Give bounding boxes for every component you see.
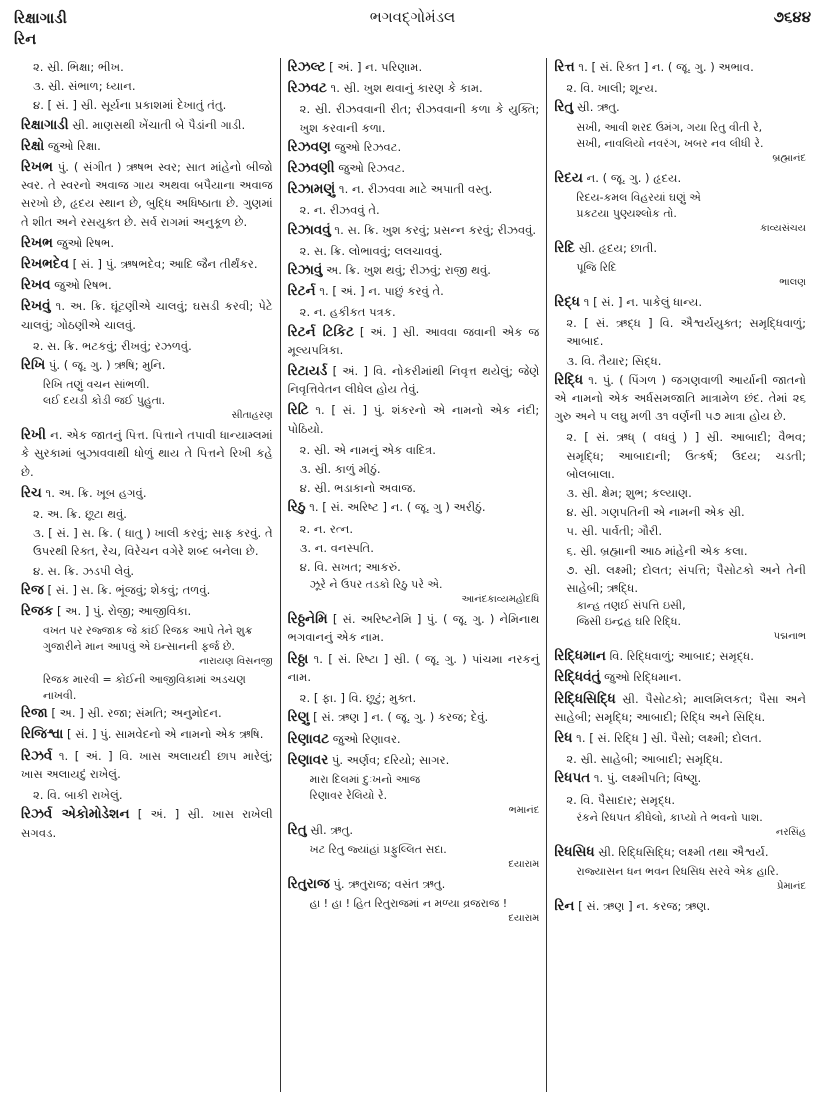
definition: જુઓ રિક્ષા. xyxy=(47,138,101,153)
quotation-line: રિણાવર રેલિયો રે. xyxy=(309,788,388,802)
headword: રિદ્ધિવંતું xyxy=(554,669,601,686)
dictionary-entry xyxy=(288,282,540,300)
headword: રિઝવટ xyxy=(287,80,327,97)
dictionary-entry xyxy=(288,261,540,279)
headword: રિખવું xyxy=(21,298,51,315)
dictionary-entry xyxy=(554,668,806,686)
sense-definition: ૩. સ્રી. સંભાળ; ધ્યાન. xyxy=(33,79,136,94)
sense-definition: ૩. ન. વનસ્પતિ. xyxy=(299,540,374,555)
definition: [ અં. ] ન. પરિણામ. xyxy=(329,60,423,74)
definition: પું. ( સંગીત ) ઋષભ સ્વર; સાત માંહેનો બીજો સ્વર. તે સ્વરનો અવાજ ગાય અથવા બપૈયાના અવાજ સરખો છે, હૃદય સ્થાન છે, બુદ્ધિ અધિષ્ઠાતા છે. ગુણમાં તે શીત અને રસયુક્ત છે. સર્વ રાગમાં અનુકૂળ છે. xyxy=(21,160,273,229)
headword: રિધ xyxy=(554,730,573,747)
headword: રિદ્ધિમાન xyxy=(554,648,606,665)
dictionary-entry xyxy=(288,180,540,198)
sense-definition: ૬. સ્રી. બ્રહ્માની આઠ માંહેની એક કલા. xyxy=(566,543,748,558)
headword: રિજ xyxy=(21,581,44,598)
quotation-line: કાન્હ તણઈ સંપત્તિ ઇસી, xyxy=(576,599,686,613)
last-guide-word: રિન xyxy=(14,30,37,48)
column-2 xyxy=(280,58,547,1092)
headword: રિટિ xyxy=(287,402,309,419)
sense-definition: ૩. સ્રી. ક્ષેમ; શુભ; કલ્યાણ. xyxy=(566,486,692,501)
headword: રિતુ xyxy=(287,821,307,838)
definition: [ સં. ] પું. ઋષભદેવ; આદિ જૈન તીર્થંકર. xyxy=(72,257,258,272)
quotation-source: દયારામ xyxy=(508,913,540,925)
definition: [ અં. ] સ્રી. ખાસ રાખેલી સગવડ. xyxy=(21,807,273,840)
dictionary-entry xyxy=(288,650,540,686)
sense-definition: ૨. ન. રત્ન. xyxy=(299,521,354,536)
dictionary-entry xyxy=(21,234,273,252)
dictionary-entry xyxy=(21,297,273,333)
headword: રિદ્ધિ xyxy=(554,371,584,388)
definition: ૧. અ. ક્રિ. ખૂબ હગવું. xyxy=(45,485,147,500)
sense-definition: ૩. [ સં. ] સ. ક્રિ. ( ધાતુ ) ખાલી કરવું; સાફ કરવું. તે ઉપરથી રિક્ત, રેચ, વિરેચન વગેરે શબ્દ બનેલા છે. xyxy=(33,526,273,559)
definition: પું. ( જૂ. ગુ. ) ઋષિ; મુનિ. xyxy=(48,358,166,373)
column-1 xyxy=(14,58,280,1092)
quotation-line: રિજક મારવી = કોઈની આજીવિકામાં અડચણ નાખવી. xyxy=(43,673,246,703)
quotation-source: દયારામ xyxy=(508,859,540,871)
definition: ૧. [ સં. રિદ્ધિ ] સ્રી. પૈસો; લક્ષ્મી; દોલત. xyxy=(576,731,762,746)
headword: રિત્ત xyxy=(554,59,575,75)
definition: ન. એક જાતનું પિત્ત. પિત્તાને તપાવી ધાન્યામ્લમાં કે સુરકામાં બુઝાવવાથી ધોળું થાય તે પિત્તને રિખી કહે છે. xyxy=(21,428,273,479)
quotation-source: પ્રેમાનંદ xyxy=(776,881,807,893)
sense-definition: ૨. અ. ક્રિ. છૂટા થવું. xyxy=(33,507,127,522)
sense-definition: ૩. વિ. તૈયાર; સિદ્ધ. xyxy=(566,353,662,368)
sense-definition: ૪. સ્રી. ગણપતિની એ નામની એક સ્રી. xyxy=(566,505,745,520)
headword: રિચ xyxy=(21,484,42,501)
definition: [ સં. ] પું. સામવેદનો એ નામનો એક ઋષિ. xyxy=(67,727,264,742)
headword: રિઝામણું xyxy=(287,181,336,198)
quotation-line: રાજ્યાસન ધન ભવન રિધસિધ સરવે એક હારિ. xyxy=(576,865,779,879)
definition: જુઓ રિષભ. xyxy=(54,278,112,293)
headword: રિખી xyxy=(21,427,46,444)
quotation-line: વખત પર રજ્જાક જે કાંઈ રિજક આપે તેને શુક્ર ગુજારીને માન આપવું એ ઇન્સાનની ફર્જ છે. xyxy=(43,624,253,654)
headword: રિખભદેવ xyxy=(21,256,69,273)
sense-definition: ૨. સ્રી. રીઝવવાની રીત; રીઝવવાની કળા કે યુક્તિ; ખુશ કરવાની કળા. xyxy=(299,102,540,135)
quotation-line: મારા દિલમાં દુઃખનો આજ xyxy=(309,772,421,786)
dictionary-entry xyxy=(21,137,273,155)
definition: ૧ [ સં. ] ન. પાકેલું ધાન્ય. xyxy=(583,295,703,310)
definition: પું. અર્ણવ; દરિયો; સાગર. xyxy=(331,752,450,767)
dictionary-entry xyxy=(288,875,540,893)
definition: ૧. [ સં. રિષ્ટા ] સ્રી. ( જૂ. ગુ. ) પાંચમા નરકનું નામ. xyxy=(287,651,540,684)
definition: જુઓ રિઝવટ. xyxy=(338,161,406,176)
dictionary-entry xyxy=(21,725,273,743)
definition: સ્રી. રિદ્ધિસિદ્ધિ; લક્ષ્મી તથા ઐશ્વર્ય. xyxy=(598,844,769,859)
dictionary-entry xyxy=(288,79,540,97)
dictionary-entry xyxy=(288,498,540,516)
dictionary-entry xyxy=(554,729,806,747)
quotation-line: સખી, નાવલિયો નવરંગ, ખબર નવ લીધી રે. xyxy=(576,136,764,150)
sense-definition: ૫. સ્રી. પાર્વતી; ગૌરી. xyxy=(566,524,663,539)
column-3 xyxy=(546,58,813,1092)
dictionary-entry xyxy=(21,484,273,502)
definition: ૧. [ સં. રિક્ત ] ન. ( જૂ. ગુ. ) અભાવ. xyxy=(578,60,754,74)
dictionary-entry xyxy=(288,221,540,239)
sense-definition: ૨. વિ. પૈસાદાર; સમૃદ્ધ. xyxy=(566,792,676,807)
dictionary-entry xyxy=(554,371,806,426)
first-guide-word: રિક્ષાગાડી xyxy=(14,9,67,27)
page-header xyxy=(14,8,811,56)
headword: રિણાવટ xyxy=(287,730,330,747)
dictionary-entry xyxy=(554,647,806,665)
dictionary-entry xyxy=(554,169,806,187)
headword: રિખવ xyxy=(21,277,51,294)
quotation-line: ખટ રિતુ જ્યાંહાં પ્રફુલ્લિત સદા. xyxy=(309,843,447,857)
headword: રિન xyxy=(554,898,575,915)
definition: [ સં. ઋણ ] ન. ( જૂ. ગુ. ) કરજ; દેવું. xyxy=(313,710,489,725)
sense-definition: ૪. સ્રી. ભડાકાનો અવાજ. xyxy=(299,481,416,496)
definition: ૧. સ. ક્રિ. ખુશ કરવું; પ્રસન્ન કરવું; રીઝવવું. xyxy=(334,222,537,237)
sense-definition: ૨. વિ. બાકી રાખેલું. xyxy=(33,788,123,803)
dictionary-entry xyxy=(554,769,806,787)
definition: [ અં. ] વિ. નોકરીમાંથી નિવૃત્ત થયેલું; જેણે નિવૃત્તિવેતન લીધેલ હોય તેવું. xyxy=(287,364,540,397)
definition: જુઓ રિઝવટ. xyxy=(334,139,402,154)
quotation-source: નરસિંહ xyxy=(775,826,807,838)
quotation-line: રિખિ તણું વચન સાંભળી. xyxy=(43,378,150,392)
headword: રિધપત xyxy=(554,770,591,787)
definition: સ્રી. ઋતુ. xyxy=(310,822,354,837)
definition: ન. ( જૂ. ગુ. ) હૃદય. xyxy=(586,170,682,185)
dictionary-entry xyxy=(288,159,540,177)
headword: રિઠ્ઠા xyxy=(287,650,309,667)
quotation-source: આનંદકાવ્યમહોદધિ xyxy=(461,594,540,606)
dictionary-entry xyxy=(554,843,806,861)
headword: રિખભ xyxy=(21,159,53,176)
definition: ૧. ન. રીઝવવા માટે અપાતી વસ્તુ. xyxy=(338,182,493,197)
headword: રિદય xyxy=(554,169,583,186)
sense-definition: ૨. સ. ક્રિ. ભટકવું; રીખવું; રઝળવું. xyxy=(33,338,192,353)
dictionary-columns xyxy=(14,58,813,1092)
headword: રિજિશ્વા xyxy=(21,726,64,743)
sense-definition: ૨. વિ. ખાલી; શૂન્ય. xyxy=(566,81,658,96)
dictionary-entry xyxy=(21,116,273,134)
dictionary-entry xyxy=(21,747,273,783)
definition: [ અં. ] સ્રી. આવવા જવાની એક જ મૂલ્યપત્રિકા. xyxy=(287,324,540,357)
definition: સ્રી. પૈસોટકો; માલમિલકત; પૈસા અને સાહેબી; સમૃદ્ધિ; આબાદી; રિદ્ધિ અને સિદ્ધિ. xyxy=(554,691,807,724)
quotation-source: પદ્મનાભ xyxy=(773,631,807,643)
quotation-source: ભાલણ xyxy=(779,277,807,289)
definition: [ સં. અરિષ્ટનેમિ ] પું. ( જૂ. ગુ. ) નેમિનાથ ભગવાનનું એક નામ. xyxy=(287,612,540,645)
quotation-source: બ્રહ્માનંદ xyxy=(772,152,807,164)
headword: રિદ્ધ xyxy=(554,294,581,311)
definition: ૧. પું. ( પિંગળ ) જગણવાળી આર્યાની જાતનો એ નામનો એક અર્ધસમજાતિ માત્રામેળ છંદ. તેમાં ૨૬ ગુરુ અને ૫ લઘુ મળી ૩૧ વર્ણની ૫૭ માત્રા હોય છે. xyxy=(554,372,807,424)
headword: રિદિ xyxy=(554,239,575,256)
headword: રિટર્ન xyxy=(287,283,316,300)
dictionary-entry xyxy=(21,255,273,273)
headword: રિક્ષો xyxy=(21,137,45,154)
definition: ૧. [ અં. ] વિ. ખાસ અલાયદી છાપ મારેલું; ખાસ અલાયદું રાખેલું. xyxy=(21,748,273,781)
definition: [ સં. ] સ. ક્રિ. ભૂંજવું; શેકવું; તળવું. xyxy=(47,582,211,597)
definition: સ્રી. હૃદય; છાતી. xyxy=(578,240,658,255)
quotation-source: ભમાનંદ xyxy=(508,804,540,816)
headword: રિઝાવવું xyxy=(287,221,331,238)
headword: રિઝવણ xyxy=(287,138,331,155)
dictionary-entry xyxy=(21,158,273,231)
definition: ૧. અ. ક્રિ. ઘૂંટણીએ ચાલવું; ઘસડી કરવી; પેટે ચાલવું; ગોઠણીએ ચાલવું. xyxy=(21,299,273,332)
headword: રિણાવર xyxy=(287,751,329,768)
definition: [ સં. ઋણ ] ન. કરજ; ઋણ. xyxy=(578,899,711,914)
sense-definition: ૨. [ સં. ઋધ્ ( વધવું ) ] સ્રી. આબાદી; વૈભવ; સમૃદ્ધિ; આબાદાની; ઉત્કર્ષ; ઉદય; ચડતી; બોલબાલા. xyxy=(566,430,807,481)
dictionary-entry xyxy=(288,138,540,156)
definition: ૧. [ અં. ] ન. પાછું કરવું તે. xyxy=(319,284,444,299)
definition: સ્રી. ઋતુ. xyxy=(577,100,620,115)
definition: જુઓ રિણાવર. xyxy=(332,731,401,746)
definition: [ અ. ] સ્રી. રજા; સંમતિ; અનુમોદન. xyxy=(51,706,222,721)
sense-definition: ૨. સ. ક્રિ. લોભાવવું; લલચાવવું. xyxy=(299,243,443,258)
sense-definition: ૭. સ્રી. લક્ષ્મી; દોલત; સંપત્તિ; પૈસોટકો અને તેની સાહેબી; ઋદ્ધિ. xyxy=(566,562,807,596)
sense-definition: ૪. વિ. સખત; આકરું. xyxy=(299,560,401,575)
quotation-line: હા ! હા ! હિત રિતુરાજમાં ન મળ્યા વ્રજરાજ ! xyxy=(309,897,508,911)
dictionary-entry xyxy=(288,610,540,646)
dictionary-entry xyxy=(21,426,273,481)
headword: રિઝર્વ એકોમોડેશન xyxy=(21,806,130,823)
dictionary-entry xyxy=(288,708,540,726)
dictionary-entry xyxy=(288,323,540,359)
dictionary-entry xyxy=(288,401,540,437)
headword: રિતુરાજ xyxy=(287,876,330,893)
quotation-source: કાવ્યસંચય xyxy=(760,222,807,234)
headword: રિક્ષાગાડી xyxy=(21,116,69,133)
headword: રિઝાવું xyxy=(287,262,323,279)
headword: રિખિ xyxy=(21,357,46,374)
book-title: ભગવદ્ગોમંડલ xyxy=(369,8,456,26)
headword: રિઠ્ઠનેમિ xyxy=(287,611,328,628)
quotation-line: લઈ દયડી કોડી જઈ પુહુતા. xyxy=(43,394,166,408)
definition: ૧. સ્રી. ખુશ થવાનું કારણ કે કામ. xyxy=(330,81,483,96)
definition: ૧. [ સં. ] પું. શંકરનો એ નામનો એક નંદી; પોઠિયો. xyxy=(287,403,540,436)
dictionary-entry xyxy=(21,805,273,841)
definition: સ્રી. માણસથી ખેંચાતી બે પૈડાંની ગાડી. xyxy=(72,117,246,132)
headword: રિઝલ્ટ xyxy=(287,59,326,75)
headword: રિજક xyxy=(21,603,54,620)
headword: રિખભ xyxy=(21,234,53,251)
sense-definition: ૩. સ્રી. કાળું મીઠું. xyxy=(299,462,381,477)
sense-definition: ૨. ન. હકીકત પત્રક. xyxy=(299,305,396,320)
dictionary-entry xyxy=(554,58,806,76)
sense-definition: ૨. સ્રી. ભિક્ષા; ભીખ. xyxy=(33,60,124,74)
dictionary-entry xyxy=(288,730,540,748)
sense-definition: ૨. ન. રીઝવવું તે. xyxy=(299,203,380,218)
dictionary-entry xyxy=(554,690,806,726)
dictionary-entry xyxy=(554,897,806,915)
quotation-line: ઝૂરે ને ઉપર તડકો રિઠુ પરે એ. xyxy=(309,578,443,592)
headword: રિટર્ન ટિકિટ xyxy=(287,323,354,340)
headword: રિજા xyxy=(21,705,48,722)
dictionary-entry xyxy=(21,704,273,722)
definition: જુઓ રિદ્ધિમાન. xyxy=(604,670,682,685)
sense-definition: ૨. સ્રી. એ નામનું એક વાદિત્ર. xyxy=(299,442,436,457)
definition: જુઓ રિષભ. xyxy=(56,235,115,250)
dictionary-entry xyxy=(554,239,806,257)
definition: પું. ઋતુરાજ; વસંત ઋતુ. xyxy=(333,877,446,892)
sense-definition: ૨. [ ફા. ] વિ. છૂટું; મુક્ત. xyxy=(299,691,417,706)
dictionary-entry xyxy=(554,293,806,311)
quotation-line: પૂજિ રિદિ xyxy=(576,261,617,275)
quotation-line: રિદય-કમલ વિહરયાં ઘણું એ xyxy=(576,190,701,204)
headword: રિતુ xyxy=(554,99,574,116)
quotation-line: પ્રકટયા પુણ્યશ્લોક તો. xyxy=(576,206,677,220)
dictionary-entry xyxy=(288,821,540,839)
dictionary-entry xyxy=(554,98,806,116)
dictionary-entry xyxy=(21,602,273,620)
dictionary-entry xyxy=(288,751,540,769)
definition: ૧. [ સં. અરિષ્ટ ] ન. ( જૂ. ગુ ) અરીઠું. xyxy=(309,500,486,515)
quotation-source: નારાયણ વિસનજી xyxy=(199,656,273,668)
definition: અ. ક્રિ. ખુશ થવું; રીઝવું; રાજી થવું. xyxy=(326,263,491,278)
sense-definition: ૨. [ સં. ઋદ્ધ ] વિ. ઐશ્વર્યયુક્ત; સમૃદ્ધિવાળું; આબાદ. xyxy=(566,316,807,349)
sense-definition: ૪. સ. ક્રિ. ઝડપી લેવું. xyxy=(33,563,135,578)
headword: રિઝર્વ xyxy=(21,747,53,764)
dictionary-entry xyxy=(21,581,273,599)
headword: રિણુ xyxy=(287,709,310,726)
quotation-line: રંકને રિધપત કીધેલો, કાપ્યો તે ભવનો પાશ. xyxy=(576,810,763,824)
sense-definition: ૨. સ્રી. સાહેબી; આબાદી; સમૃદ્ધિ. xyxy=(566,752,723,767)
headword: રિઠુ xyxy=(287,499,306,516)
quotation-line: જિસી ઇન્દ્રહ ઘરિ રિદ્ધિ. xyxy=(576,615,681,629)
dictionary-entry xyxy=(21,276,273,294)
headword: રિદ્ધિસિદ્ધિ xyxy=(554,690,616,707)
headword: રિધસિધ xyxy=(554,843,595,860)
headword: રિટાયર્ડ xyxy=(287,363,328,380)
dictionary-entry xyxy=(21,356,273,374)
dictionary-entry xyxy=(288,58,540,76)
definition: ૧. પું. લક્ષ્મીપતિ; વિષ્ણુ. xyxy=(593,771,702,786)
dictionary-entry xyxy=(288,362,540,398)
definition: [ અ. ] પું. રોજી; આજીવિકા. xyxy=(57,604,192,619)
page-number: ૭૬૪૪ xyxy=(773,8,811,26)
quotation-source: સીતાહરણ xyxy=(231,410,273,422)
sense-definition: ૪. [ સં. ] સ્રી. સૂર્યના પ્રકાશમાં દેખાતું તંતુ. xyxy=(33,98,227,113)
headword: રિઝવણી xyxy=(287,160,335,177)
definition: વિ. રિદ્ધિવાળું; આબાદ; સમૃદ્ધ. xyxy=(609,649,754,664)
quotation-line: સખી, આવી શરદ ઉમંગ, ગયા રિતુ વીતી રે, xyxy=(576,120,763,134)
